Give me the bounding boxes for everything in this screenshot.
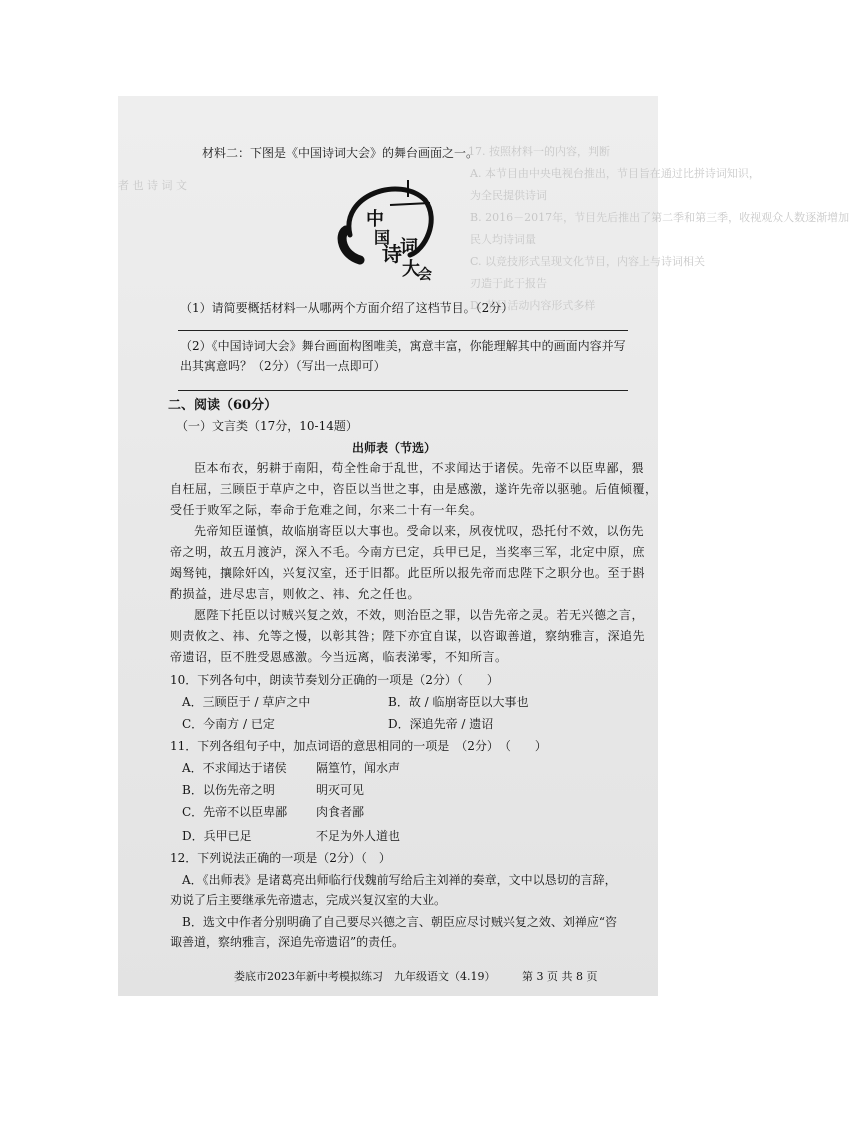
question-2-line2: 出其寓意吗？（2分）（写出一点即可） [180,359,386,373]
passage-line: 臣本布衣，躬耕于南阳，苟全性命于乱世，不求闻达于诸侯。先帝不以臣卑鄙，猥 [194,461,645,475]
poetry-conference-logo [330,175,440,285]
bleed-through-line: A. 本节目由中央电视台推出，节目旨在通过比拼诗词知识， [470,167,760,180]
bleed-through-line: 者 也 诗 词 文 [118,179,187,192]
passage-line: 自枉屈，三顾臣于草庐之中，咨臣以当世之事，由是感激，遂许先帝以驱驰。后值倾覆， [170,482,658,496]
passage-line: 竭驽钝，攘除奸凶，兴复汉室，还于旧都。此臣所以报先帝而忠陛下之职分也。至于斟 [170,566,646,580]
svg-text:词: 词 [400,237,418,258]
question-10-option-a: A．三顾臣于 / 草庐之中 [182,695,311,709]
question-1: （1）请简要概括材料一从哪两个方面介绍了这档节目。（2分） [180,301,514,315]
bleed-through-line: B. 2016－2017年，节目先后推出了第二季和第三季，收视观众人数逐渐增加 [470,211,849,224]
question-10-option-c: C．今南方 / 已定 [182,717,275,731]
question-12-option-b: B．选文中作者分别明确了自己要尽兴德之言、朝臣应尽讨贼兴复之效、刘禅应“咨 [182,915,617,929]
question-11-option-d: D．兵甲已足 [182,829,252,843]
answer-line [178,330,628,331]
svg-text:国: 国 [374,228,391,247]
passage-line: 则责攸之、祎、允等之慢，以彰其咎；陛下亦宜自谋，以咨诹善道，察纳雅言，深追先 [170,629,646,643]
question-11-option-b: B．以伤先帝之明 [182,783,275,797]
question-2-line1: （2）《中国诗词大会》舞台画面构图唯美，寓意丰富，你能理解其中的画面内容并写 [180,339,626,353]
question-10-option-d: D．深追先帝 / 遗诏 [388,717,494,731]
bleed-through-line: 民人均诗词量 [470,233,536,246]
question-11-option-c: C．先帝不以臣卑鄙 [182,805,288,819]
svg-text:诗: 诗 [382,242,402,266]
bleed-through-line: C. 以竞技形式呈现文化节目，内容上与诗词相关 [470,255,706,268]
question-11-option-a-pair: 隔篁竹，闻水声 [316,761,401,775]
answer-line [178,390,628,391]
bleed-through-line: D. 节目活动内容形式多样 [470,299,596,312]
question-12-stem: 12．下列说法正确的一项是（2分）（ ） [170,851,391,865]
passage-title: 出师表（节选） [352,441,437,455]
page-footer-page-number: 第 3 页 共 8 页 [522,970,598,983]
svg-text:会: 会 [418,267,432,283]
passage-line: 帝遗诏，臣不胜受恩感激。今当远离，临表涕零，不知所言。 [170,650,508,664]
passage-line: 先帝知臣谨慎，故临崩寄臣以大事也。受命以来，夙夜忧叹，恐托付不效，以伤先 [194,524,645,538]
passage-line: 受任于败军之际，奉命于危难之间，尔来二十有一年矣。 [170,503,483,517]
question-11-stem: 11．下列各组句子中，加点词语的意思相同的一项是 （2分） （ ） [170,739,547,753]
section-heading: 二、阅读（60分） [168,398,278,413]
question-12-option-b-cont: 诹善道，察纳雅言，深追先帝遗诏”的责任。 [170,935,405,949]
material2-intro: 材料二：下图是《中国诗词大会》的舞台画面之一。 [202,146,479,160]
svg-text:大: 大 [402,259,420,280]
bleed-through-line: 刃造于此于报告 [470,277,547,290]
passage-line: 愿陛下托臣以讨贼兴复之效，不效，则治臣之罪，以告先帝之灵。若无兴德之言， [194,608,645,622]
question-11-option-d-pair: 不足为外人道也 [316,829,401,843]
subsection-heading: （一）文言类（17分，10-14题） [176,419,358,433]
question-12-option-a-cont: 劝说了后主要继承先帝遗志，完成兴复汉室的大业。 [170,893,447,907]
page-footer-exam-name: 娄底市2023年新中考模拟练习 九年级语文（4.19） [234,970,496,983]
svg-text:中: 中 [366,209,384,230]
question-10-stem: 10．下列各句中，朗读节奏划分正确的一项是（2分）（ ） [170,673,499,687]
question-11-option-b-pair: 明灭可见 [316,783,365,797]
bleed-through-line: 17. 按照材料一的内容，判断 [468,145,610,158]
question-11-option-a: A．不求闻达于诸侯 [182,761,287,775]
bleed-through-line: 为全民提供诗词 [470,189,547,202]
question-11-option-c-pair: 肉食者鄙 [316,805,365,819]
question-10-option-b: B．故 / 临崩寄臣以大事也 [388,695,529,709]
question-12-option-a: A．《出师表》是诸葛亮出师临行伐魏前写给后主刘禅的奏章，文中以恳切的言辞， [182,873,617,887]
passage-line: 酌损益，进尽忠言，则攸之、祎、允之任也。 [170,587,421,601]
passage-line: 帝之明，故五月渡泸，深入不毛。今南方已定，兵甲已足，当奖率三军，北定中原，庶 [170,545,646,559]
